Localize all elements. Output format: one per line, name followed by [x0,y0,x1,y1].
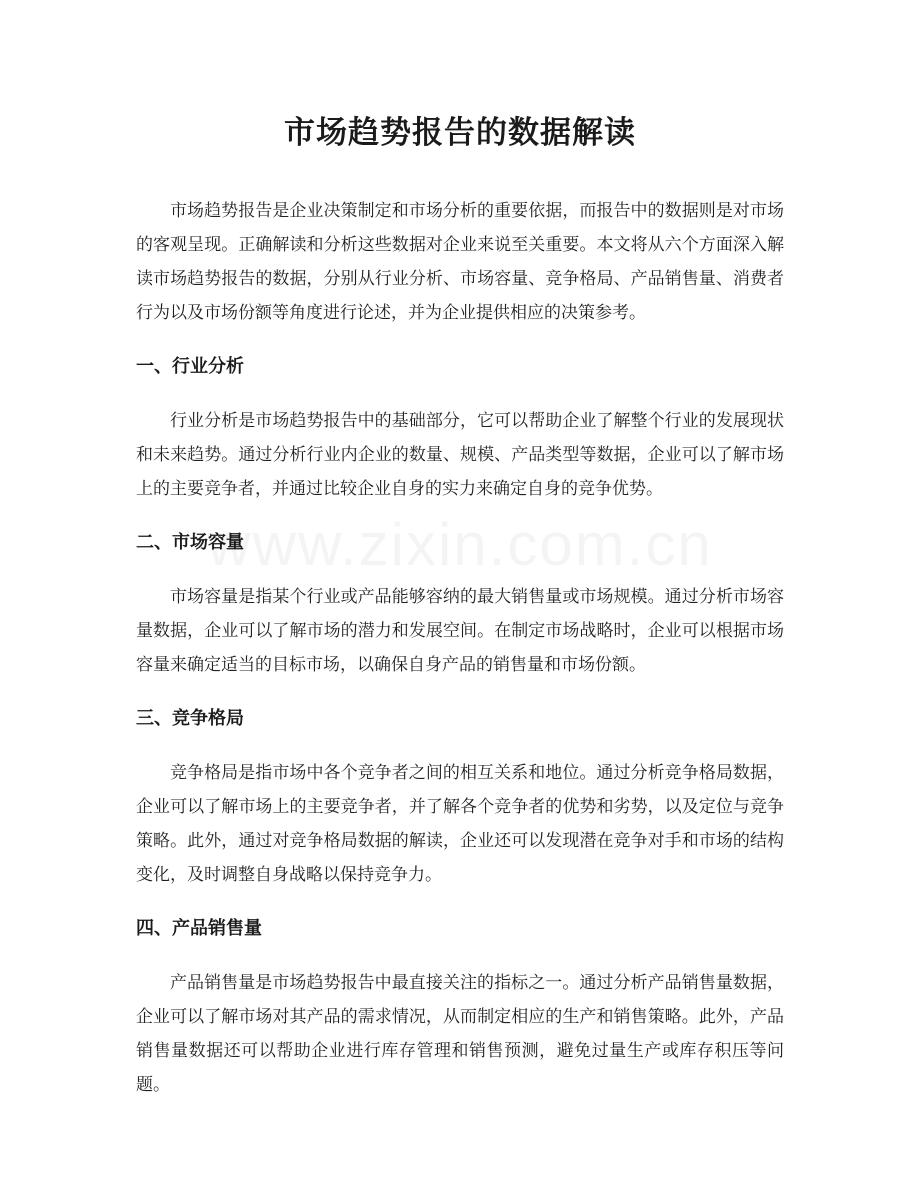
section-industry-analysis [136,330,784,506]
section-heading: 四、产品销售量 [136,918,262,939]
section-heading: 二、市场容量 [136,532,244,553]
section-heading: 三、竞争格局 [136,708,244,729]
section-body: 竞争格局是指市场中各个竞争者之间的相互关系和地位。通过分析竞争格局数据，企业可以了解市场上的主要竞争者，并了解各个竞争者的优势和劣势，以及定位与竞争策略。此外，通过对竞争格局数据的解读，企业还可以发现潜在竞争对手和市场的结构变化，及时调整自身战略以保持竞争力。 [136,763,784,885]
document-title: 市场趋势报告的数据解读 [284,115,636,151]
section-competition-landscape [136,682,784,892]
section-heading: 一、行业分析 [136,356,244,377]
section-market-capacity [136,506,784,682]
section-body: 行业分析是市场趋势报告中的基础部分，它可以帮助企业了解整个行业的发展现状和未来趋势。通过分析行业内企业的数量、规模、产品类型等数据，企业可以了解市场上的主要竞争者，并通过比较企业自身的实力来确定自身的竞争优势。 [136,411,784,499]
intro-paragraph: 市场趋势报告是企业决策制定和市场分析的重要依据，而报告中的数据则是对市场的客观呈现。正确解读和分析这些数据对企业来说至关重要。本文将从六个方面深入解读市场趋势报告的数据，分别从行业分析、市场容量、竞争格局、产品销售量、消费者行为以及市场份额等角度进行论述，并为企业提供相应的决策参考。 [136,201,784,323]
section-body: 市场容量是指某个行业或产品能够容纳的最大销售量或市场规模。通过分析市场容量数据，企业可以了解市场的潜力和发展空间。在制定市场战略时，企业可以根据市场容量来确定适当的目标市场，以确保自身产品的销售量和市场份额。 [136,587,784,675]
section-body: 产品销售量是市场趋势报告中最直接关注的指标之一。通过分析产品销售量数据，企业可以了解市场对其产品的需求情况，从而制定相应的生产和销售策略。此外，产品销售量数据还可以帮助企业进行库存管理和销售预测，避免过量生产或库存积压等问题。 [136,973,784,1095]
section-product-sales [136,892,784,1102]
